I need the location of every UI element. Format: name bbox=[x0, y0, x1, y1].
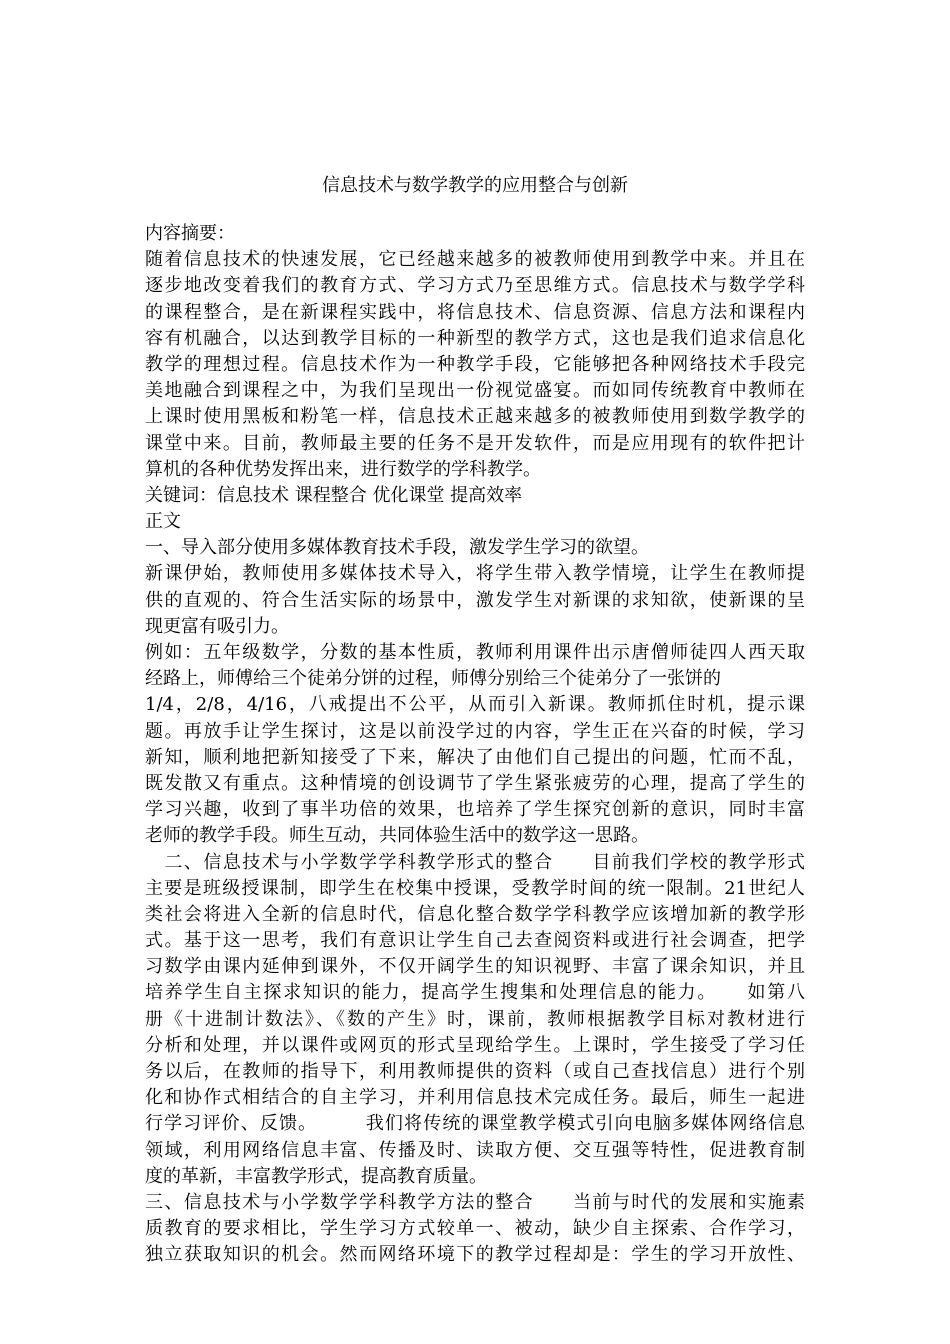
text-line: 美地融合到课程之中，为我们呈现出一份视觉盛宴。而如同传统教育中教师在 bbox=[145, 380, 805, 402]
text-line: 度的革新，丰富教学形式，提高教育质量。 bbox=[145, 1165, 487, 1187]
text-line: 质教育的要求相比，学生学习方式较单一、被动，缺少自主探索、合作学习， bbox=[145, 1218, 805, 1240]
text-line: 学习兴趣，收到了事半功倍的效果，也培养了学生探究创新的意识，同时丰富 bbox=[145, 799, 805, 821]
text-line: 行学习评价、反馈。 我们将传统的课堂教学模式引向电脑多媒体网络信息 bbox=[145, 1113, 805, 1135]
text-line: 一、导入部分使用多媒体教育技术手段，激发学生学习的欲望。 bbox=[145, 537, 649, 559]
text-line: 类社会将进入全新的信息时代，信息化整合数学学科教学应该增加新的教学形 bbox=[145, 903, 805, 925]
text-line: 化和协作式相结合的自主学习，并利用信息技术完成任务。最后，师生一起进 bbox=[145, 1087, 805, 1109]
text-line: 习数学由课内延伸到课外，不仅开阔学生的知识视野、丰富了课余知识，并且 bbox=[145, 956, 805, 978]
text-line: 随着信息技术的快速发展，它已经越来越多的被教师使用到教学中来。并且在 bbox=[145, 249, 805, 271]
text-line: 既发散又有重点。这种情境的创设调节了学生紧张疲劳的心理，提高了学生的 bbox=[145, 772, 805, 794]
text-line: 供的直观的、符合生活实际的场景中，激发学生对新课的求知欲，使新课的呈 bbox=[145, 589, 805, 611]
text-line: 关键词：信息技术 课程整合 优化课堂 提高效率 bbox=[145, 484, 523, 506]
text-line: 领域，利用网络信息丰富、传播及时、读取方便、交互强等特性，促进教育制 bbox=[145, 1139, 805, 1161]
text-line: 经路上，师傅给三个徒弟分饼的过程，师傅分别给三个徒弟分了一张饼的 bbox=[145, 668, 721, 690]
text-line: 课堂中来。目前，教师最主要的任务不是开发软件，而是应用现有的软件把计 bbox=[145, 432, 805, 454]
text-line: 上课时使用黑板和粉笔一样，信息技术正越来越多的被教师使用到数学教学的 bbox=[145, 406, 805, 428]
text-line: 培养学生自主探求知识的能力，提高学生搜集和处理信息的能力。 如第八 bbox=[145, 982, 805, 1004]
text-line: 三、信息技术与小学数学学科教学方法的整合 当前与时代的发展和实施素 bbox=[145, 1191, 805, 1213]
text-line: 教学的理想过程。信息技术作为一种教学手段，它能够把各种网络技术手段完 bbox=[145, 353, 805, 375]
text-line: 老师的教学手段。师生互动，共同体验生活中的数学这一思路。 bbox=[145, 825, 649, 847]
document-title: 信息技术与数学教学的应用整合与创新 bbox=[322, 175, 628, 196]
text-line: 式。基于这一思考，我们有意识让学生自己去查阅资料或进行社会调查，把学 bbox=[145, 930, 805, 952]
text-line: 正文 bbox=[145, 511, 181, 533]
text-line: 二、信息技术与小学数学学科教学形式的整合 目前我们学校的教学形式 bbox=[145, 851, 805, 873]
text-line: 1/4，2/8，4/16，八戒提出不公平，从而引入新课。教师抓住时机，提示课 bbox=[145, 694, 805, 716]
text-line: 算机的各种优势发挥出来，进行数学的学科教学。 bbox=[145, 458, 541, 480]
text-line: 独立获取知识的机会。然而网络环境下的教学过程却是：学生的学习开放性、 bbox=[145, 1244, 805, 1266]
text-line: 容有机融合，以达到教学目标的一种新型的教学方式，这也是我们追求信息化 bbox=[145, 327, 805, 349]
document-body bbox=[145, 221, 805, 1269]
text-line: 新知，顺利地把新知接受了下来，解决了由他们自己提出的问题，忙而不乱， bbox=[145, 746, 805, 768]
text-line: 逐步地改变着我们的教育方式、学习方式乃至思维方式。信息技术与数学学科 bbox=[145, 275, 805, 297]
text-line: 的课程整合，是在新课程实践中，将信息技术、信息资源、信息方法和课程内 bbox=[145, 301, 805, 323]
text-line: 新课伊始，教师使用多媒体技术导入，将学生带入教学情境，让学生在教师提 bbox=[145, 563, 805, 585]
text-line: 内容摘要： bbox=[145, 223, 235, 244]
text-line: 现更富有吸引力。 bbox=[145, 615, 289, 637]
text-line: 务以后，在教师的指导下，利用教师提供的资料（或自己查找信息）进行个别 bbox=[145, 1061, 805, 1082]
text-line: 主要是班级授课制，即学生在校集中授课，受教学时间的统一限制。21世纪人 bbox=[145, 877, 805, 899]
text-line: 题。再放手让学生探讨，这是以前没学过的内容，学生正在兴奋的时候，学习 bbox=[145, 720, 805, 742]
text-line: 分析和处理，并以课件或网页的形式呈现给学生。上课时，学生接受了学习任 bbox=[145, 1034, 805, 1056]
text-line: 册《十进制计数法》、《数的产生》时，课前，教师根据教学目标对教材进行 bbox=[145, 1008, 805, 1030]
text-line: 例如：五年级数学，分数的基本性质，教师利用课件出示唐僧师徒四人西天取 bbox=[145, 642, 805, 663]
